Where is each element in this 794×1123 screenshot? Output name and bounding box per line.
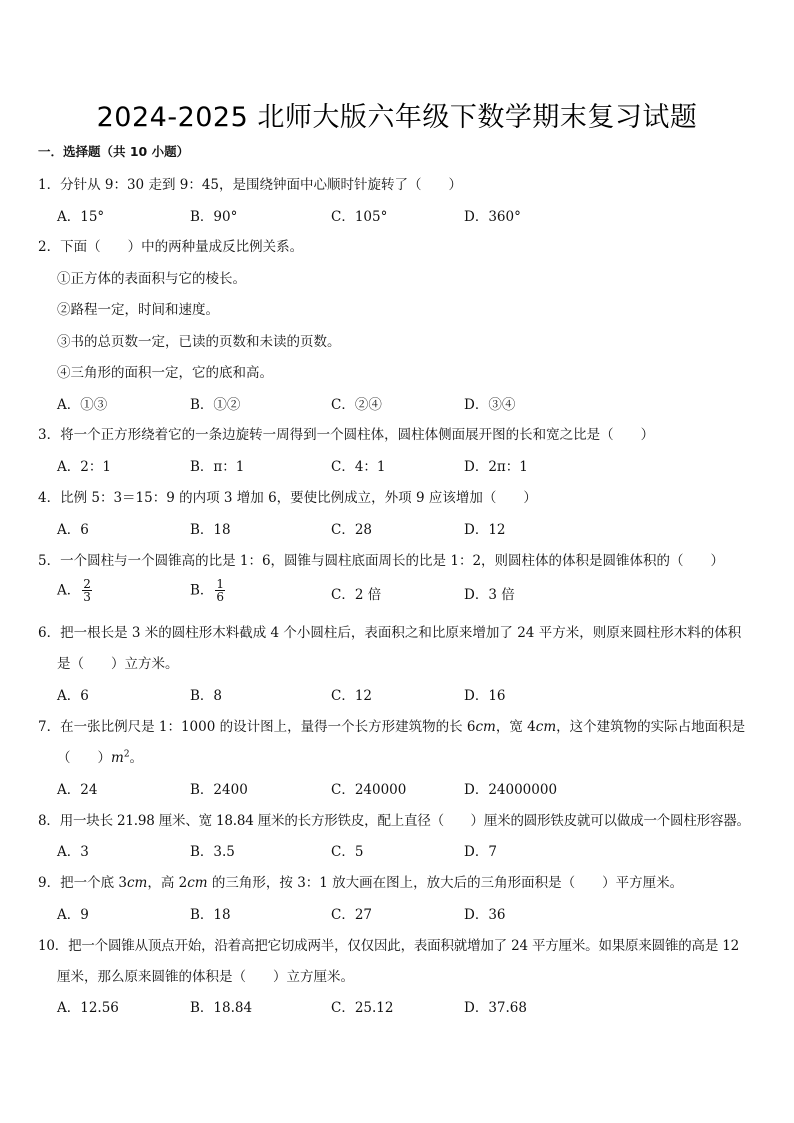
- question-6-options: [57, 687, 757, 713]
- option-c: C．4：1: [331, 459, 386, 475]
- question-1-options: [57, 208, 757, 234]
- unit-cm: cm: [475, 719, 496, 735]
- unit-cm: cm: [126, 875, 148, 891]
- option-c: C．2 倍: [331, 587, 382, 603]
- option-d: D．7: [464, 844, 497, 860]
- question-1-stem: 1．分针从 9：30 走到 9：45，是围绕钟面中心顺时针旋转了（ ）: [38, 177, 462, 193]
- option-b: B．①②: [190, 397, 241, 413]
- option-d: D．24000000: [464, 782, 558, 798]
- option-d: D．360°: [464, 209, 521, 225]
- unit-cm: cm: [187, 875, 208, 891]
- question-8-options: [57, 843, 757, 869]
- option-a: A．3: [57, 844, 89, 860]
- question-7-stem: 7．在一张比例尺是 1：1000 的设计图上，量得一个长方形建筑物的长 6cm，宽 4cm，这个建筑物的实际占地面积是: [38, 719, 746, 735]
- option-d: D．12: [464, 522, 506, 538]
- question-10-stem: 10．把一个圆锥从顶点开始，沿着高把它切成两半，仅仅因此，表面积就增加了 24 平方厘米。如果原来圆锥的高是 12: [38, 938, 740, 954]
- question-3-options: [57, 458, 757, 484]
- question-2-statement-2: ②路程一定，时间和速度。: [57, 302, 219, 318]
- option-a: A．15°: [57, 209, 105, 225]
- page-title: 2024-2025 北师大版六年级下数学期末复习试题: [96, 102, 698, 133]
- option-c: C．27: [331, 907, 373, 923]
- option-b: B．8: [190, 688, 223, 704]
- option-a: A．①③: [57, 397, 108, 413]
- option-a: A．9: [57, 907, 89, 923]
- question-8-stem: 8．用一块长 21.98 厘米、宽 18.84 厘米的长方形铁皮，配上直径（ ）厘米的圆形铁皮就可以做成一个圆柱形容器。: [38, 813, 750, 829]
- option-c: C．5: [331, 844, 364, 860]
- option-c: C．105°: [331, 209, 388, 225]
- question-10-options: [57, 999, 757, 1025]
- question-4-stem: 4．比例 5：3＝15：9 的内项 3 增加 6，要使比例成立，外项 9 应该增加（ ）: [38, 490, 537, 506]
- option-b: B．3.5: [190, 844, 235, 860]
- option-a: A．6: [57, 688, 89, 704]
- question-3-stem: 3．将一个正方形绕着它的一条边旋转一周得到一个圆柱体，圆柱体侧面展开图的长和宽之比是（ ）: [38, 427, 655, 443]
- question-2-statement-1: ①正方体的表面积与它的棱长。: [57, 271, 246, 287]
- option-c: C．240000: [331, 782, 407, 798]
- question-6-stem-cont: 是（ ）立方米。: [57, 656, 179, 672]
- option-b: B．90°: [190, 209, 238, 225]
- option-c: C．12: [331, 688, 373, 704]
- option-a: A． $\frac{2}{3}$: [57, 577, 91, 604]
- option-a: A．12.56: [57, 1000, 119, 1016]
- question-9-options: [57, 906, 757, 932]
- option-a: A．2：1: [57, 459, 111, 475]
- option-d: D．36: [464, 907, 506, 923]
- option-b: B．18: [190, 522, 231, 538]
- option-d: D．37.68: [464, 1000, 527, 1016]
- option-c: C．25.12: [331, 1000, 394, 1016]
- question-2-statement-3: ③书的总页数一定，已读的页数和未读的页数。: [57, 334, 341, 350]
- question-2-options: [57, 396, 757, 422]
- question-9-stem: 9．把一个底 3cm，高 2cm 的三角形，按 3：1 放大画在图上，放大后的三角形面积是（ ）平方厘米。: [38, 875, 684, 891]
- option-c: C．28: [331, 522, 373, 538]
- section-heading: 一．选择题（共 10 小题）: [38, 144, 190, 159]
- option-b: B．18: [190, 907, 231, 923]
- option-d: D．16: [464, 688, 506, 704]
- question-2-statement-4: ④三角形的面积一定，它的底和高。: [57, 365, 273, 381]
- question-6-stem: 6．把一根长是 3 米的圆柱形木料截成 4 个小圆柱后，表面积之和比原来增加了 24 平方米，则原来圆柱形木料的体积: [38, 625, 742, 641]
- question-10-stem-cont: 厘米，那么原来圆锥的体积是（ ）立方厘米。: [57, 969, 354, 985]
- unit-cm: cm: [535, 719, 557, 735]
- option-a: A．6: [57, 522, 89, 538]
- option-b: B．π：1: [190, 459, 245, 475]
- option-b: B．18.84: [190, 1000, 253, 1016]
- option-a: A．24: [57, 782, 98, 798]
- option-d: D．2π：1: [464, 459, 528, 475]
- option-d: D．③④: [464, 397, 516, 413]
- question-7-options: [57, 781, 757, 807]
- option-b: B．2400: [190, 782, 248, 798]
- question-5-stem: 5．一个圆柱与一个圆锥高的比是 1：6，圆锥与圆柱底面周长的比是 1：2，则圆柱体的体积是圆锥体积的（ ）: [38, 553, 725, 569]
- question-5-options: [57, 578, 757, 612]
- fraction: $\frac{2}{3}$: [83, 577, 91, 604]
- option-c: C．②④: [331, 397, 382, 413]
- option-d: D．3 倍: [464, 587, 515, 603]
- fraction: $\frac{1}{6}$: [216, 577, 225, 604]
- unit-m: m: [111, 750, 124, 766]
- question-7-stem-cont: （ ）$m^2$。: [57, 749, 144, 766]
- question-2-stem: 2．下面（ ）中的两种量成反比例关系。: [38, 239, 304, 255]
- option-b: B． $\frac{1}{6}$: [190, 577, 225, 604]
- question-4-options: [57, 521, 757, 547]
